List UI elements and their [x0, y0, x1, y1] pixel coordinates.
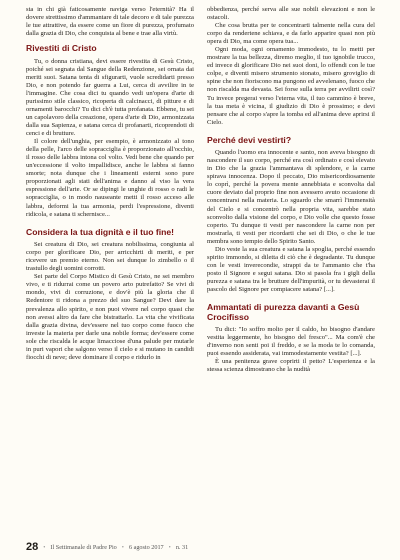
- paragraph: Dio veste la sua creatura e satana la spoglia, perché essendo spirito immondo, si diletta di ciò che è degradante. Tu dunque con le vesti inverecondie, strappi da te l'ammanto che t'ha posto il Signore e segui satana. Dio si pasola fra i gigli della purezza e satana tra le brutture dell'impurità, or tu devasterai il pascolo del Signore per compiacere satana? [...].: [207, 245, 375, 293]
- section-heading-dignita: Considera la tua dignità e il tuo fine!: [26, 226, 175, 237]
- issue-date: 6 agosto 2017: [128, 543, 164, 551]
- section-heading-vestirti: Perché devi vestirti?: [207, 134, 292, 145]
- paragraph: Sei parte del Corpo Mistico di Gesù Cristo, ne sei membro vivo, e ti ridurrai come un povero arto putrefatto? Se vivi di mondo, vivi di corruzione, e dov'è più la gloria che il Redentore ti ridona a prezzo del suo Sangue? Devi dare la prevalenza allo spirito, e non puoi vivere nel corpo quasi che non avessi altro da fare che bistrattarlo. La vita che vivificata dalla grazia divina, dev'essere nel tuo corpo come fuoco che investe la materia per darle una nobile forma; dev'essere come sole che riscalda le acque limacciose d'una palude per mutarle in puri vapori che salgono verso il cielo e si mutano in candidi fiocchi di neve; deve dominare il corpo e ridurlo in: [26, 273, 194, 361]
- page-number: 28: [26, 541, 39, 553]
- footer-separator: •: [121, 543, 124, 551]
- issue-number: n. 31: [175, 543, 189, 551]
- paragraph: Quando l'uomo era innocente e santo, non aveva bisogno di nascondere il suo corpo, perché era così ordinato e così elevato in Dio che la grazia l'ammantava di splendore, e la carne spirava innocenza. Dopo il peccato, Dio misericordiosamente lo coprì, perché la povera mente annebbiata e sconvolta dal cuore deviato dal proprio fine non avessero avuto occasione di concentrarsi nella materia. Lo sguardo che smarrì l'immensità del Cielo e si concentrò nella propria vita, sarebbe stato sconvolto dalla visione del corpo, e Dio volle che questo fosse coperto. Tu dunque ti vesti per nascondere la carne non per mostrarla, ti vesti per ricordarti che sei di Dio, o che le tue membra sono tempio dello Spirito Santo.: [207, 149, 375, 245]
- paragraph: Il colore dell'unghia, per esempio, è armonizzato al tono della pelle, l'arco delle sopracciglia è proporzionato all'occhio, il rosso delle labbra intona col volto. Vedi bene che quando per un'eccessione il volto impallidisce, anche le labbra si fanno smorte; nota dunque che i lineamenti esterni sono pure proporzionati agli stati dell'anima e danno al viso la vera espressione dell'arte. Or se dipingi le unghie di rosso o radi le sopracciglia, o in modo nauseante metti il rosso acceso alle labbra, deformi la tua armonia, perdi l'espressione, diventi ridicola, e satana ti schernisce...: [26, 138, 194, 218]
- magazine-name: Il Settimanale di Padre Pio: [50, 543, 117, 551]
- right-column: [207, 6, 375, 374]
- page-footer: [26, 541, 374, 553]
- paragraph: Tu, o donna cristiana, devi essere rivestita di Gesù Cristo, poiché sei segnata dal Sangue della Redenzione, sei ornata dai meriti suoi. Satana tenta di sfigurarti, vuole scredidarti presso Dio, e non potendo far guerra a Lui, cerca di avvilire in te l'immagine. Che cosa dici tu quando vedi un'opera d'arte di purissimo stile classico, ricoperta di calcinacci, di pitture e di ornamenti barocchi? Tu dici ch'è tutta profanata. Ebbene, tu sei un capolavoro della creazione, opera d'arte di Dio, armonizzata dalla sua Sapienza, e satana cerca di profanarti, ricoprendoti di cenci e di brutture.: [26, 57, 194, 138]
- paragraph: Tu dici: "Io soffro molto per il caldo, ho bisogno d'andare vestita leggermente, ho bisogno del fresco"... Ma com'è che d'inverno non senti poi il freddo, e se la moda te lo comanda, puoi essendo assiderata, vai immodestamente vestita? [...].: [207, 326, 375, 358]
- section-heading-ammantati: Ammantati di purezza davanti a Gesù Crocifisso: [207, 302, 360, 322]
- left-column: [26, 6, 194, 362]
- section-heading-rivestiti: Rivestiti di Cristo: [26, 43, 97, 54]
- footer-separator: •: [43, 543, 46, 551]
- footer-separator: •: [168, 543, 171, 551]
- paragraph: Che cosa brutta per te concentrarti talmente nella cura del corpo da rendertene schiava, e da farlo apparire quasi non più opera di Dio, ma come opera tua...: [207, 22, 375, 46]
- paragraph: Sei creatura di Dio, sei creatura nobilissima, congiunta al corpo per glorificare Dio, per arricchirti di meriti, e per ricevere un premio eterno. Non sei dunque lo zimbello o il trastullo degli uomini corrotti.: [26, 241, 194, 273]
- paragraph: obbedienza, perché serva alle sue nobili elevazioni e non le ostacoli.: [207, 6, 375, 22]
- paragraph: Ogni moda, ogni ornamento immodesto, tu lo metti per mostrare la tua bellezza, diremo meglio, il tuo ignobile trucco, ed invece di glorificare Dio nei suoi doni, lo offendi con le tue colpe, e diventi misero strumento stonato, misero groviglio di spine che non fioriscono ma pungono ed avvelenano, fuoco che non riscalda ma devasta. Sei forse sulla terra per avvilirti così? Tu invece pregerai verso l'eterna vita, il tuo cammino è breve, la tua meta è vicina, il giudizio di Dio è prossimo; e devi pensare che al corpo s'apre la tomba ed all'anima deve aprirsi il Cielo.: [207, 46, 375, 126]
- paragraph: sta in chi già faticosamente naviga verso l'eternità? Ha il dovere strettissimo d'ammantare di tale decoro e di tale purezza le tue attrattive, da essere come un fiore di purezza, profumato dalla grazia di Dio, che conquista al bene e trae alla virtù.: [26, 6, 194, 38]
- paragraph: È una penitenza grave coprirti il petto? L'esperienza e la stessa scienza dimostrano che la nudità: [207, 358, 375, 374]
